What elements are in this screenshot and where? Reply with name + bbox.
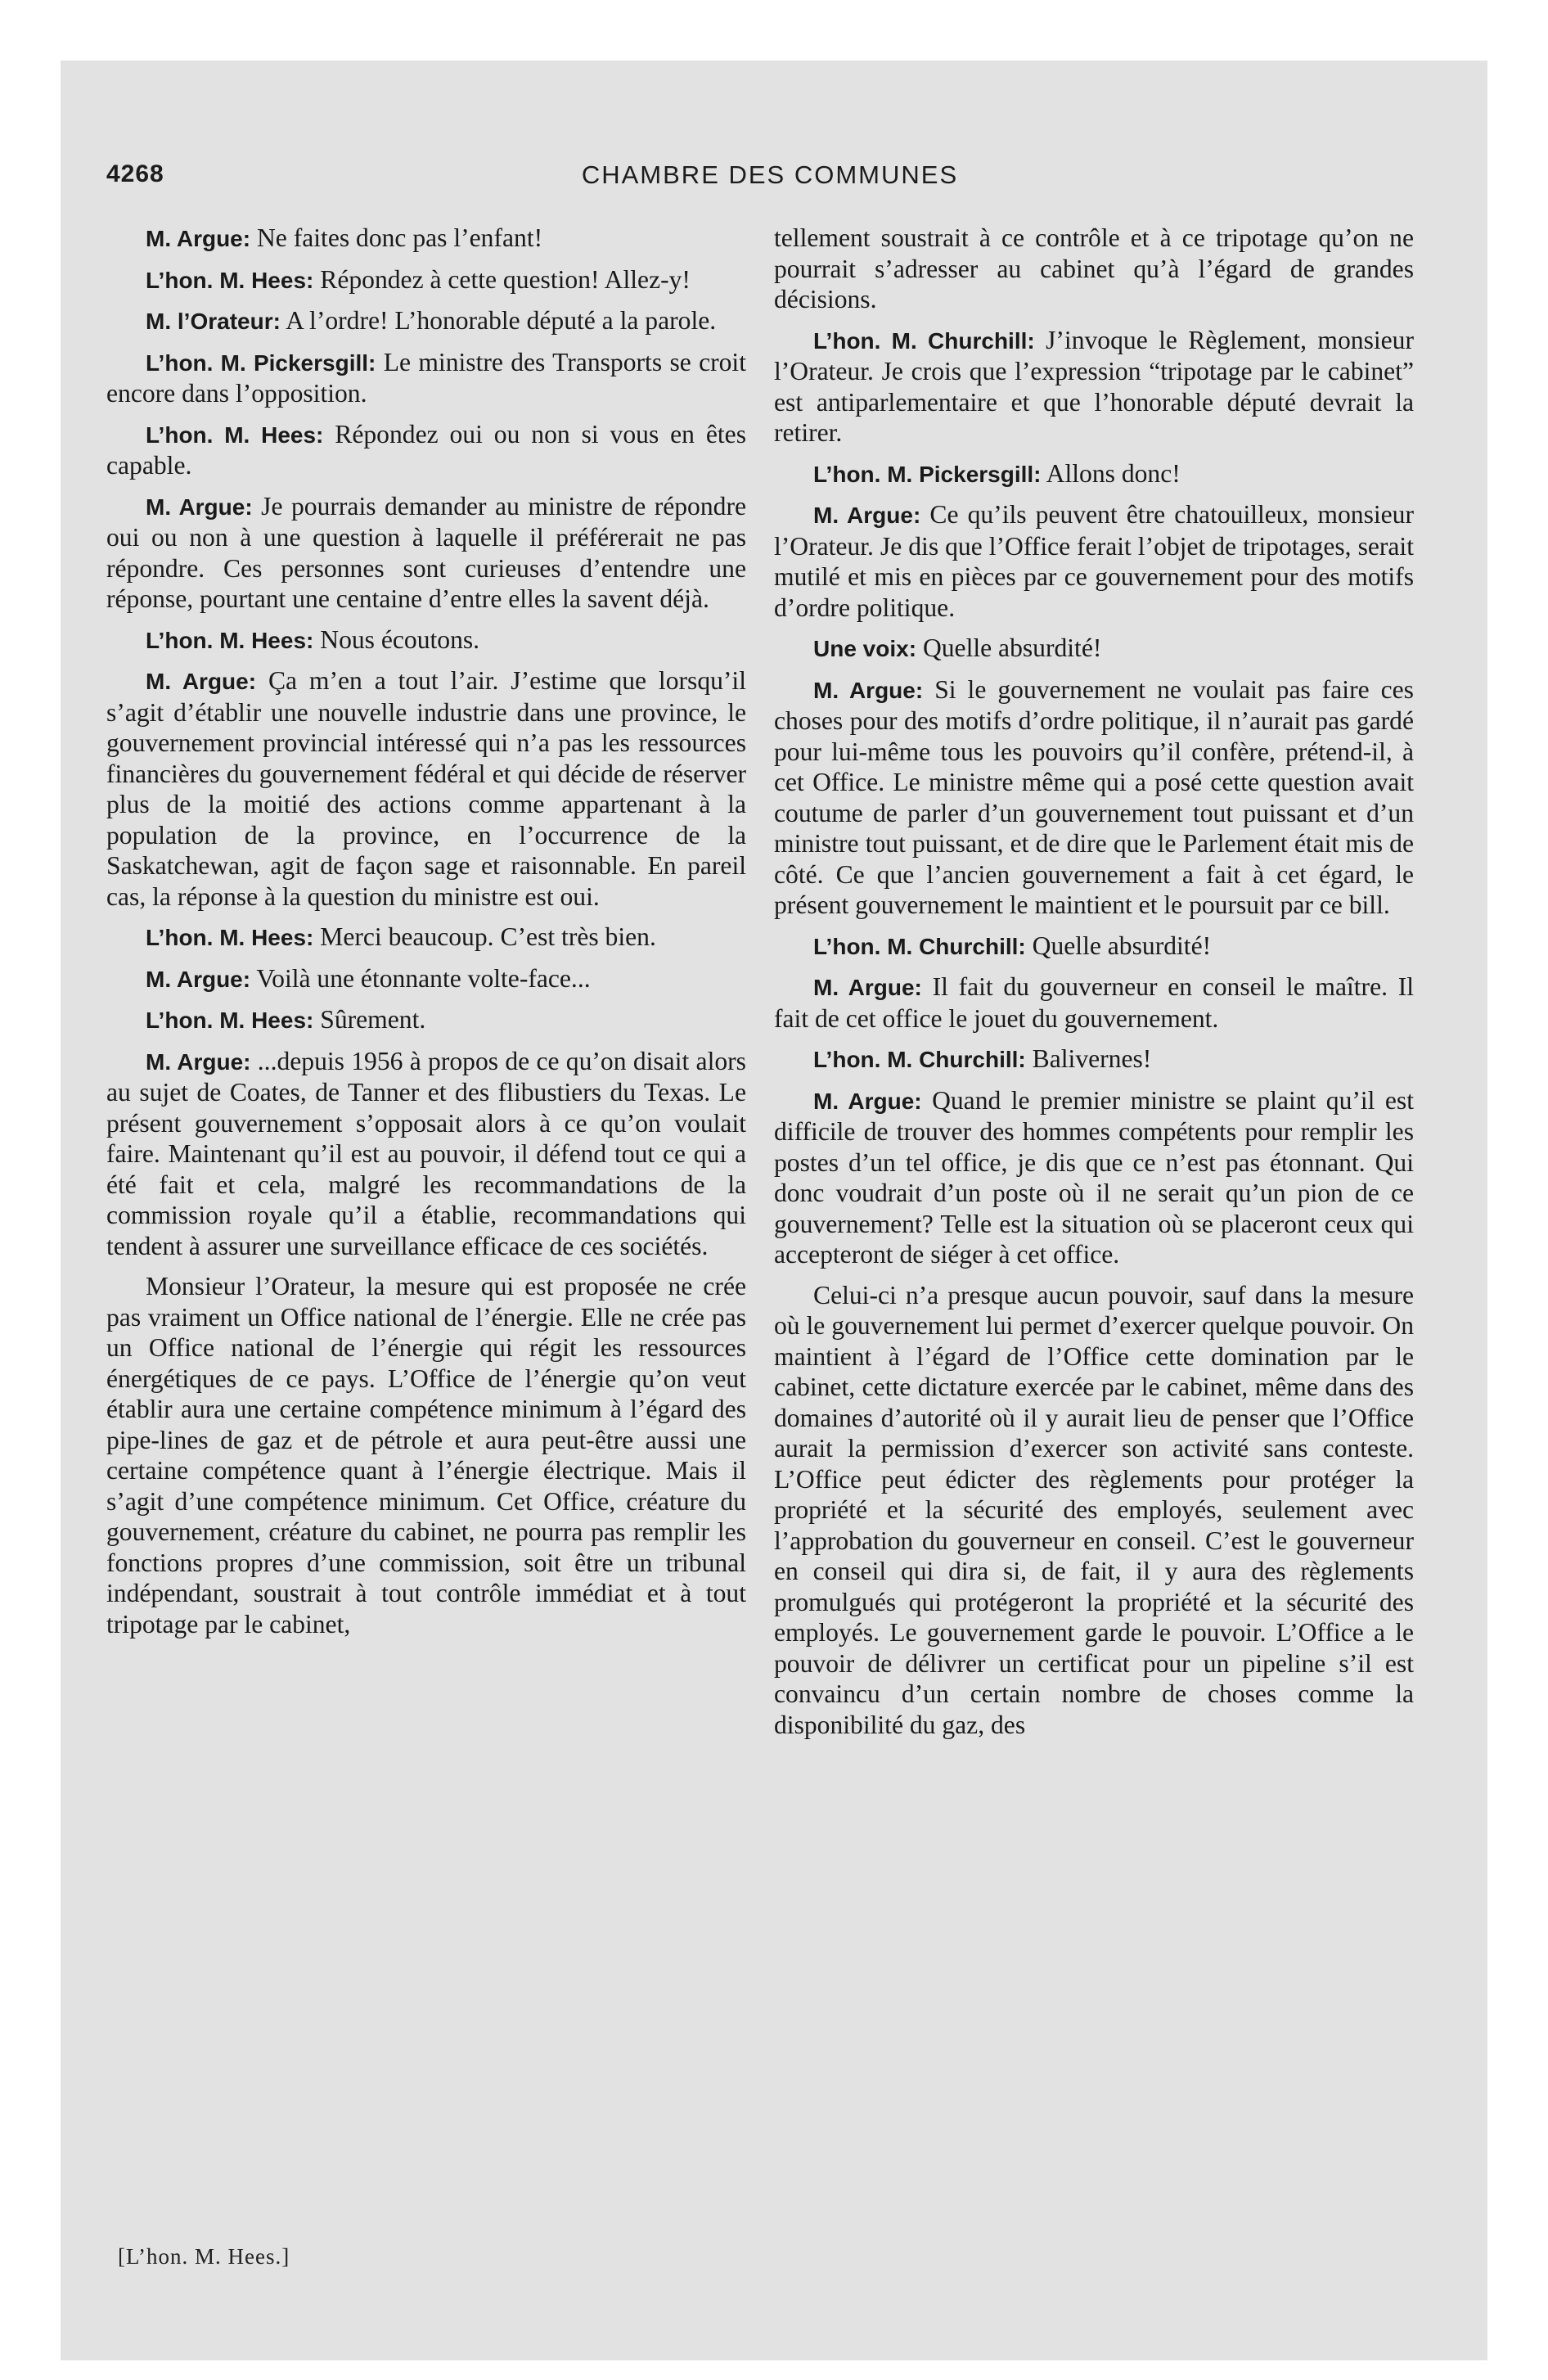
speech-text: Il fait du gouverneur en conseil le maître. Il fait de cet office le jouet du gouvernement.	[774, 972, 1414, 1033]
body-paragraph: Monsieur l’Orateur, la mesure qui est proposée ne crée pas vraiment un Office national de l’énergie. Elle ne crée pas un Office national de l’énergie qui régit les ressources énergétiques de ce pays. L’Office de l’énergie qu’on veut établir aura une certaine compétence minimum à l’égard des pipe-lines de gaz et de pétrole et aura peut-être aussi une certaine compétence quant à l’énergie électrique. Mais il s’agit d’une compétence minimum. Cet Office, créature du gouvernement, créature du cabinet, ne pourra pas remplir les fonctions propres d’une commission, soit être un tribunal indépendant, soustrait à tout contrôle immédiat et à tout tripotage par le cabinet,	[106, 1272, 746, 1639]
page-header	[106, 160, 1433, 196]
speaker-name: L’hon. M. Pickersgill:	[146, 349, 376, 376]
speech-text: Répondez à cette question! Allez-y!	[320, 264, 691, 294]
speaker-name: L’hon. M. Hees:	[146, 925, 314, 950]
speech-text: Ce qu’ils peuvent être chatouilleux, monsieur l’Orateur. Je dis que l’Office ferait l’objet de tripotages, serait mutilé et mis en pièces par ce gouvernement pour des motifs d’ordre politique.	[774, 500, 1414, 622]
speech-paragraph	[106, 1046, 746, 1262]
speaker-name: L’hon. M. Hees:	[146, 1007, 314, 1033]
speaker-name: M. l’Orateur:	[146, 309, 281, 334]
speaker-name: M. Argue:	[813, 503, 921, 528]
speaker-name: M. Argue:	[146, 494, 253, 520]
speech-text: J’invoque le Règlement, monsieur l’Orateur. Je crois que l’expression “tripotage par le cabinet” est antiparlementaire et que l’honorable député devrait la retirer.	[774, 325, 1414, 447]
speech-text: Ça m’en a tout l’air. J’estime que lorsqu’il s’agit d’établir une nouvelle industrie dans une province, le gouvernement provincial intéressé qui n’a pas les ressources financières du gouvernement fédéral et qui décide de réserver plus de la moitié des actions comme appartenant à la population de la province, en l’occurrence de la Saskatchewan, agit de façon sage et raisonnable. En pareil cas, la réponse à la question du ministre est oui.	[106, 666, 746, 911]
speech-paragraph	[774, 325, 1414, 449]
speech-text: A l’ordre! L’honorable député a la parole.	[286, 306, 717, 335]
speech-paragraph	[106, 1004, 746, 1036]
speaker-name: L’hon. M. Hees:	[146, 421, 324, 448]
footer-reference: [L’hon. M. Hees.]	[118, 2244, 290, 2269]
speech-paragraph	[774, 458, 1414, 490]
speech-paragraph	[774, 674, 1414, 921]
page-number: 4268	[106, 160, 164, 187]
speech-text: Quand le premier ministre se plaint qu’il est difficile de trouver des hommes compétents pour remplir les postes d’un tel office, je dis que ce n’est pas étonnant. Qui donc voudrait d’un poste où il ne serait qu’un pion de ce gouvernement? Telle est la situation où se placeront ceux qui accepteront de siéger à cet office.	[774, 1085, 1414, 1269]
speech-paragraph	[106, 491, 746, 615]
speech-paragraph	[106, 922, 746, 953]
speaker-name: L’hon. M. Churchill:	[813, 327, 1035, 354]
speaker-name: M. Argue:	[146, 966, 251, 992]
speech-paragraph	[106, 665, 746, 912]
speech-text: Si le gouvernement ne voulait pas faire ces choses pour des motifs d’ordre politique, il n’aurait pas gardé pour lui-même tous les pouvoirs qu’il confère, prétend-il, à cet Office. Le ministre même qui a posé cette question avait coutume de parler d’un gouvernement tout puissant et d’un ministre tout puissant, et de dire que le Parlement était mis de côté. Ce que l’ancien gouvernement a fait à cet égard, le présent gouvernement le maintient et le poursuit par ce bill.	[774, 674, 1414, 919]
speech-paragraph	[106, 305, 746, 337]
speech-text: Voilà une étonnante volte-face...	[256, 963, 591, 993]
speech-text: Merci beaucoup. C’est très bien.	[320, 922, 656, 951]
speech-paragraph	[106, 624, 746, 656]
speech-paragraph	[774, 931, 1414, 962]
speaker-name: Une voix:	[813, 636, 917, 661]
speaker-name: M. Argue:	[813, 975, 922, 1000]
speaker-name: L’hon. M. Churchill:	[813, 1047, 1026, 1072]
speech-text: Quelle absurdité!	[1032, 931, 1212, 960]
speaker-name: M. Argue:	[146, 1048, 251, 1075]
speech-text: ...depuis 1956 à propos de ce qu’on disait alors au sujet de Coates, de Tanner et des flibustiers du Texas. Le présent gouvernement s’opposait alors à ce qu’on voulait faire. Maintenant qu’il est au pouvoir, il défend tout ce qui a été fait et cela, malgré les recommandations de la commission royale qu’il a établie, recommandations qui tendent à assurer une surveillance efficace de ces sociétés.	[106, 1046, 746, 1260]
right-column	[774, 223, 1414, 1750]
speech-paragraph	[774, 633, 1414, 665]
speech-paragraph	[774, 1044, 1414, 1075]
speaker-name: L’hon. M. Hees:	[146, 627, 314, 653]
left-column	[106, 223, 746, 1649]
body-paragraph: Celui-ci n’a presque aucun pouvoir, sauf dans la mesure où le gouvernement lui permet d’exercer quelque pouvoir. On maintient à l’égard de l’Office cette domination par le cabinet, cette dictature exercée par le cabinet, même dans des domaines d’autorité où il y aurait lieu de penser que l’Office aurait la permission d’exercer son activité sans conteste. L’Office peut édicter des règlements pour protéger la propriété et la sécurité des employés, seulement avec l’approbation du gouverneur en conseil. C’est le gouverneur en conseil qui dira si, de fait, il y aura des règlements promulgués qui protégeront la propriété et la sécurité des employés. Le gouvernement garde le pouvoir. L’Office a le pouvoir de délivrer un certificat pour un pipeline s’il est convaincu d’un certain nombre de choses comme la disponibilité du gaz, des	[774, 1280, 1414, 1739]
speech-paragraph	[106, 347, 746, 409]
speech-text: Je pourrais demander au ministre de répondre oui ou non à une question à laquelle il préférerait ne pas répondre. Ces personnes sont curieuses d’entendre une réponse, pourtant une centaine d’entre elles la savent déjà.	[106, 491, 746, 613]
speaker-name: L’hon. M. Pickersgill:	[813, 461, 1042, 487]
speaker-name: M. Argue:	[146, 226, 251, 251]
speech-text: Allons donc!	[1046, 458, 1181, 488]
speech-paragraph	[774, 1085, 1414, 1270]
speech-paragraph	[106, 223, 746, 255]
speaker-name: M. Argue:	[146, 669, 257, 694]
speech-paragraph	[106, 963, 746, 995]
speech-text: Le ministre des Transports se croit encore dans l’opposition.	[106, 347, 746, 408]
speaker-name: M. Argue:	[813, 677, 924, 703]
speaker-name: L’hon. M. Hees:	[146, 267, 314, 293]
speech-text: Nous écoutons.	[320, 624, 480, 654]
speaker-name: M. Argue:	[813, 1088, 922, 1114]
speech-paragraph	[106, 419, 746, 481]
speaker-name: L’hon. M. Churchill:	[813, 933, 1026, 959]
continued-paragraph: tellement soustrait à ce contrôle et à ce tripotage qu’on ne pourrait s’adresser au cabinet qu’à l’égard de grandes décisions.	[774, 223, 1414, 313]
speech-paragraph	[774, 499, 1414, 623]
speech-text: Ne faites donc pas l’enfant!	[256, 223, 543, 252]
speech-text: Répondez oui ou non si vous en êtes capable.	[106, 419, 746, 480]
speech-text: Sûrement.	[320, 1005, 426, 1034]
speech-paragraph	[774, 971, 1414, 1034]
page-title: CHAMBRE DES COMMUNES	[581, 160, 959, 189]
speech-paragraph	[106, 264, 746, 296]
speech-text: Balivernes!	[1032, 1044, 1152, 1073]
speech-text: Quelle absurdité!	[922, 633, 1102, 662]
